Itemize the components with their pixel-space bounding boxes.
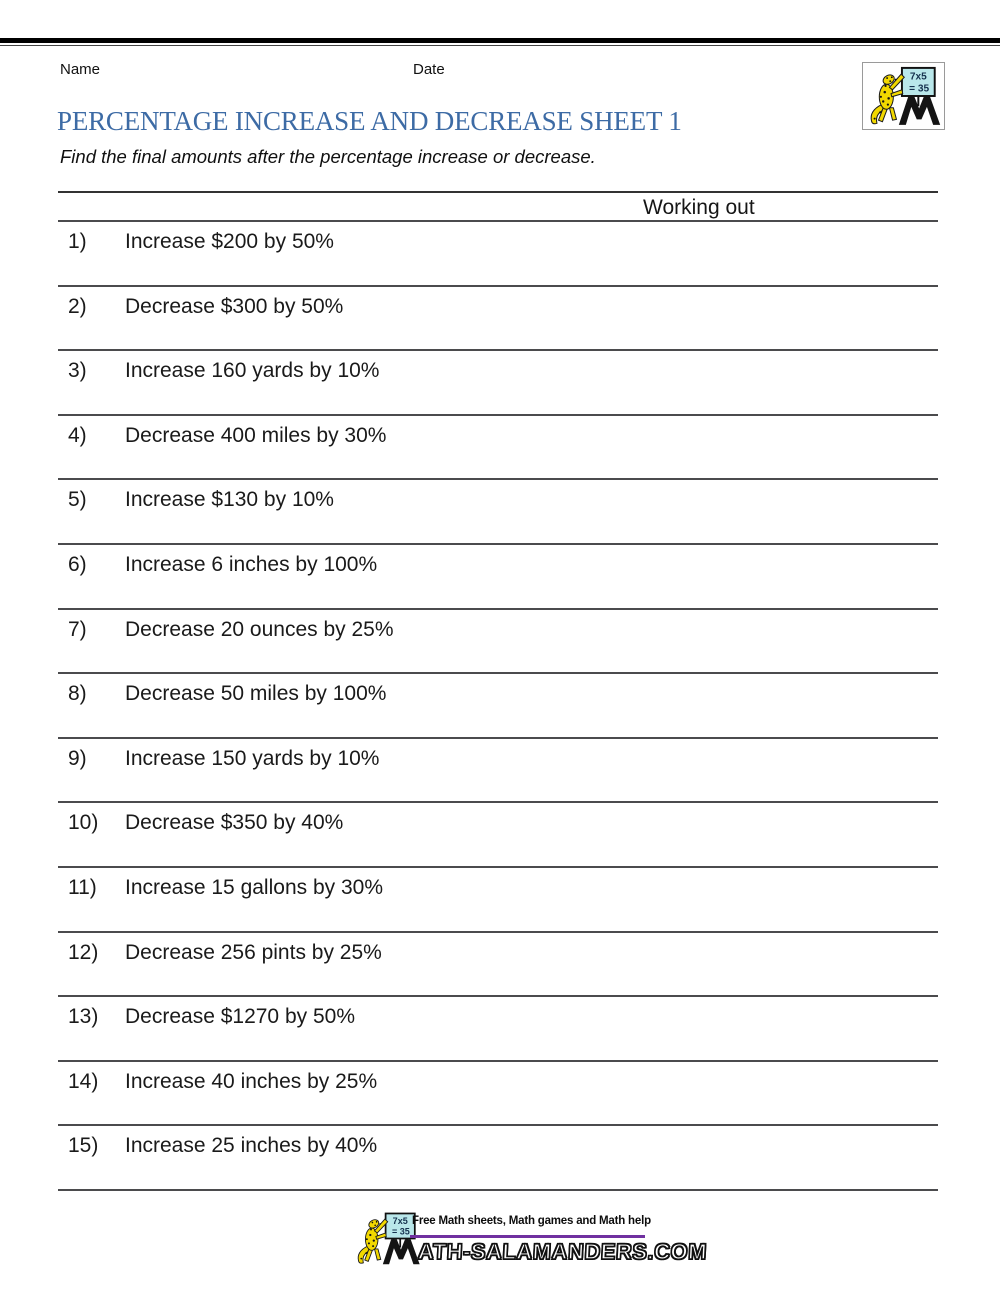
question-number: 10) — [68, 811, 99, 835]
site-wordmark: ATH-SALAMANDERS.COM — [417, 1239, 708, 1264]
question-number: 13) — [68, 1005, 99, 1029]
question-number: 14) — [68, 1069, 99, 1093]
question-table — [58, 191, 938, 1191]
question-text: Decrease 400 miles by 30% — [125, 423, 387, 447]
question-text: Decrease 20 ounces by 25% — [125, 617, 394, 641]
table-row — [58, 351, 938, 416]
top-border-thin — [0, 45, 1000, 46]
table-row — [58, 287, 938, 352]
question-number: 15) — [68, 1134, 99, 1158]
table-row — [58, 868, 938, 933]
footer-tagline: Free Math sheets, Math games and Math help — [412, 1215, 651, 1227]
question-text: Increase 160 yards by 10% — [125, 359, 380, 383]
table-row — [58, 997, 938, 1062]
question-text: Increase 25 inches by 40% — [125, 1134, 378, 1158]
page-title: PERCENTAGE INCREASE AND DECREASE SHEET 1 — [57, 106, 682, 136]
table-row — [58, 739, 938, 804]
question-text: Increase $200 by 50% — [125, 230, 334, 253]
table-row — [58, 222, 938, 287]
top-border-thick — [0, 38, 1000, 43]
question-text: Increase 6 inches by 100% — [125, 552, 378, 576]
table-row — [58, 610, 938, 675]
footer-branding — [350, 1210, 708, 1274]
question-text: Increase 150 yards by 10% — [125, 746, 380, 770]
question-text: Decrease $1270 by 50% — [125, 1005, 355, 1029]
question-text: Increase 40 inches by 25% — [125, 1069, 378, 1093]
question-number: 9) — [68, 746, 87, 770]
question-text: Decrease $300 by 50% — [125, 294, 344, 318]
working-out-header: Working out — [643, 196, 755, 219]
question-number: 8) — [68, 682, 87, 706]
question-number: 4) — [68, 423, 87, 447]
table-row — [58, 480, 938, 545]
question-text: Increase 15 gallons by 30% — [125, 875, 383, 899]
question-number: 12) — [68, 940, 99, 964]
question-text: Decrease $350 by 40% — [125, 811, 344, 835]
name-label: Name — [60, 61, 101, 78]
question-text: Increase $130 by 10% — [125, 488, 334, 512]
table-row — [58, 1126, 938, 1191]
table-row — [58, 933, 938, 998]
table-header-row — [58, 191, 938, 222]
question-number: 3) — [68, 359, 87, 383]
math-salamanders-logo — [862, 62, 945, 130]
question-rows — [58, 222, 938, 1191]
date-label: Date — [413, 61, 445, 78]
question-number: 5) — [68, 488, 87, 512]
question-number: 6) — [68, 552, 87, 576]
question-number: 2) — [68, 294, 87, 318]
table-row — [58, 545, 938, 610]
question-number: 7) — [68, 617, 87, 641]
table-row — [58, 416, 938, 481]
table-row — [58, 803, 938, 868]
table-row — [58, 1062, 938, 1127]
footer-purple-rule — [410, 1235, 645, 1238]
question-text: Decrease 256 pints by 25% — [125, 940, 382, 964]
page-subtitle: Find the final amounts after the percentage increase or decrease. — [60, 146, 596, 167]
question-number: 11) — [68, 875, 97, 899]
question-text: Decrease 50 miles by 100% — [125, 682, 387, 706]
question-number: 1) — [68, 230, 87, 253]
table-row — [58, 674, 938, 739]
